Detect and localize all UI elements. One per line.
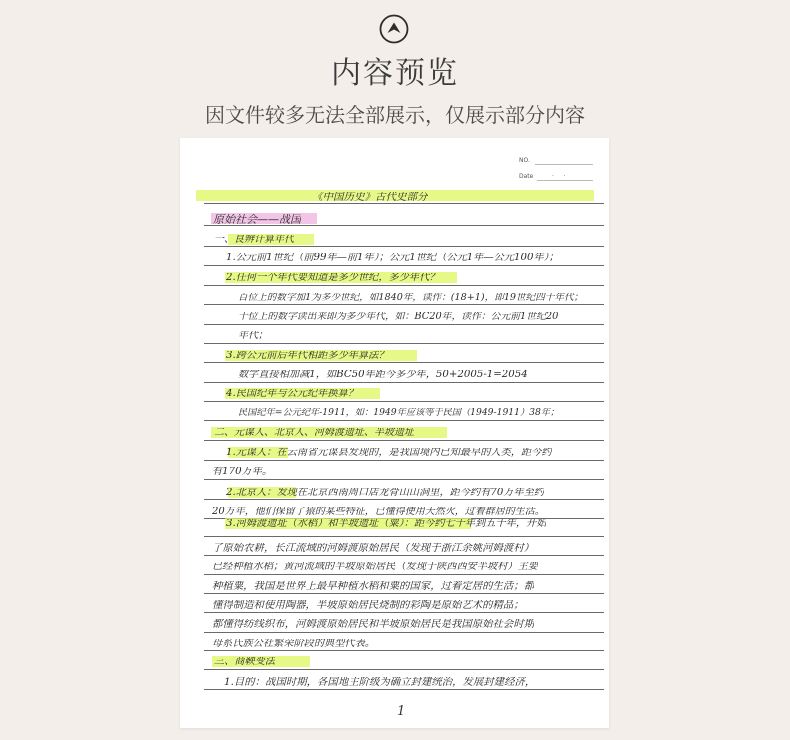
ruled-line	[204, 246, 604, 247]
notebook-line: 原始社会——战国	[213, 214, 301, 225]
ruled-line	[204, 343, 604, 344]
notebook-line: 年代；	[238, 331, 268, 341]
ruled-line	[204, 479, 604, 480]
notebook-line: 民国纪年=公元纪年-1911，如：1949年应该等于民国（1949-1911）38年；	[238, 408, 560, 418]
notebook-line: 2.任何一个年代要知道是多少世纪，多少年代？	[226, 273, 440, 283]
notebook-line: 一、良辨计算年代	[214, 235, 294, 245]
ruled-line	[204, 632, 604, 633]
ruled-line	[204, 499, 604, 500]
notebook-line: 三、商鞅变法	[214, 657, 276, 667]
notebook-line: 1.目的：战国时期，各国地主阶级为确立封建统治，发展封建经济，	[224, 677, 536, 688]
ruled-line	[204, 574, 604, 575]
notebook-no-label: NO.	[519, 157, 530, 164]
ruled-line	[204, 555, 604, 556]
notebook-line: 都懂得纺线织布，河姆渡原始居民和半坡原始居民是我国原始社会时期	[212, 619, 535, 630]
ruled-line	[204, 612, 604, 613]
ruled-line	[204, 593, 604, 594]
page-number: 1	[397, 704, 406, 719]
ruled-line	[204, 536, 604, 537]
notebook-line: 有170万年。	[212, 467, 273, 477]
ruled-line	[204, 460, 604, 461]
page-subtitle: 因文件较多无法全部展示，仅展示部分内容	[205, 103, 585, 127]
notebook-line: 二、元谋人、北京人、河姆渡遗址、半坡遗址	[214, 428, 414, 438]
notebook-date-label: Date	[519, 173, 534, 180]
notebook-line: 懂得制造和使用陶器，半坡原始居民烧制的彩陶是原始艺术的精品；	[212, 600, 524, 611]
notebook-line: 母系氏族公社繁荣阶段的典型代表。	[212, 639, 375, 649]
chevron-up-circle-icon	[379, 14, 409, 44]
page-title: 内容预览	[331, 56, 459, 91]
ruled-line	[204, 265, 604, 266]
notebook-line: 3.河姆渡遗址（水稻）和半坡遗址（粟）：距今约七千年到五千年，开始	[226, 519, 547, 529]
notebook-line: 20万年，他们保留了猿的某些特征，已懂得使用天然火，过着群居的生活。	[212, 507, 545, 517]
notebook-line: 了原始农耕，长江流域的河姆渡原始居民（发现于浙江余姚河姆渡村）	[212, 543, 535, 554]
ruled-line	[204, 401, 604, 402]
ruled-line	[204, 362, 604, 363]
ruled-line	[204, 669, 604, 670]
ruled-line	[204, 324, 604, 325]
ruled-line	[204, 382, 604, 383]
notebook-line: 数字直接相加减1，如BC50年距今多少年，50+2005-1=2054	[238, 370, 528, 380]
notebook-line: 4.民国纪年与公元纪年换算？	[226, 389, 358, 399]
notebook-line: 已经种植水稻；黄河流域的半坡原始居民（发现于陕西西安半坡村）主要	[212, 562, 538, 572]
notebook-line: 1.公元前1世纪（前99年—前1年）；公元1世纪（公元1年—公元100年）；	[226, 253, 559, 263]
notebook-line: 《中国历史》古代史部分	[312, 192, 428, 203]
notebook-line: 百位上的数字加1为多少世纪，如1840年，读作：(18+1)，即19世纪四十年代；	[238, 293, 584, 303]
ruled-line	[204, 304, 604, 305]
ruled-line	[204, 420, 604, 421]
notebook-line: 种植粟，我国是世界上最早种植水稻和粟的国家，过着定居的生活；都	[212, 581, 535, 592]
ruled-line	[204, 440, 604, 441]
ruled-line	[204, 285, 604, 286]
ruled-line	[204, 225, 604, 226]
notebook-page-image: NO. Date · · 《中国历史》古代史部分 原始社会——战国 一、良辨计算年代 1.公元前1世纪（前99年—前1年）；公元1世纪（公元1年—公元100年）； 2.任何一个年代要知道是多少世纪，多少年代？ 百位上的数字加1为多少世纪，如1840年，读作：(18+1)，即19世纪四十年代； 十位上的数字读出来即为多少年代，如：BC20年，读作：公元前1世纪20 年代； 3.跨公元前后年代相距多少年算法？ 数字直接相加减1，如BC50年距今多少年，50+2005-1=2054 4.民国纪年与公元纪年换算？ 民国纪年=公元纪年-1911，如：1949年应该等于民国（1949-1911）38年； 二、元谋人、北京人、河姆渡遗址、半坡遗址 1.元谋人：在云南省元谋县发现的，是我国境内已知最早的人类，距今约 有170万年。 2.北京人：发现在北京西南周口店龙骨山山洞里，距今约有70万年至约 20万年，他们保留了猿的某些特征，已懂得使用天然火，过着群居的生活。 3.河姆渡遗址（水稻）和半坡遗址（粟）：距今约七千年到五千年，开始 了原始农耕，长江流域的河姆渡原始居民（发现于浙江余姚河姆渡村） 已经种植水稻；黄河流域的半坡原始居民（发现于陕西西安半坡村）主要 种植粟，我国是世界上最早种植水稻和粟的国家，过着定居的生活；都 懂得制造和使用陶器，半坡原始居民烧制的彩陶是原始艺术的精品； 都懂得纺线织布，河姆渡原始居民和半坡原始居民是我国原始社会时期 母系氏族公社繁荣阶段的典型代表。 三、商鞅变法 1.目的：战国时期，各国地主阶级为确立封建统治，发展封建经济， 1	[180, 138, 609, 728]
notebook-line: 1.元谋人：在云南省元谋县发现的，是我国境内已知最早的人类，距今约	[226, 448, 552, 458]
ruled-line	[204, 689, 604, 690]
ruled-line	[204, 650, 604, 651]
notebook-line: 十位上的数字读出来即为多少年代，如：BC20年，读作：公元前1世纪20	[238, 312, 559, 322]
notebook-line: 2.北京人：发现在北京西南周口店龙骨山山洞里，距今约有70万年至约	[226, 488, 545, 498]
ruled-line	[204, 203, 604, 204]
notebook-line: 3.跨公元前后年代相距多少年算法？	[226, 351, 389, 361]
